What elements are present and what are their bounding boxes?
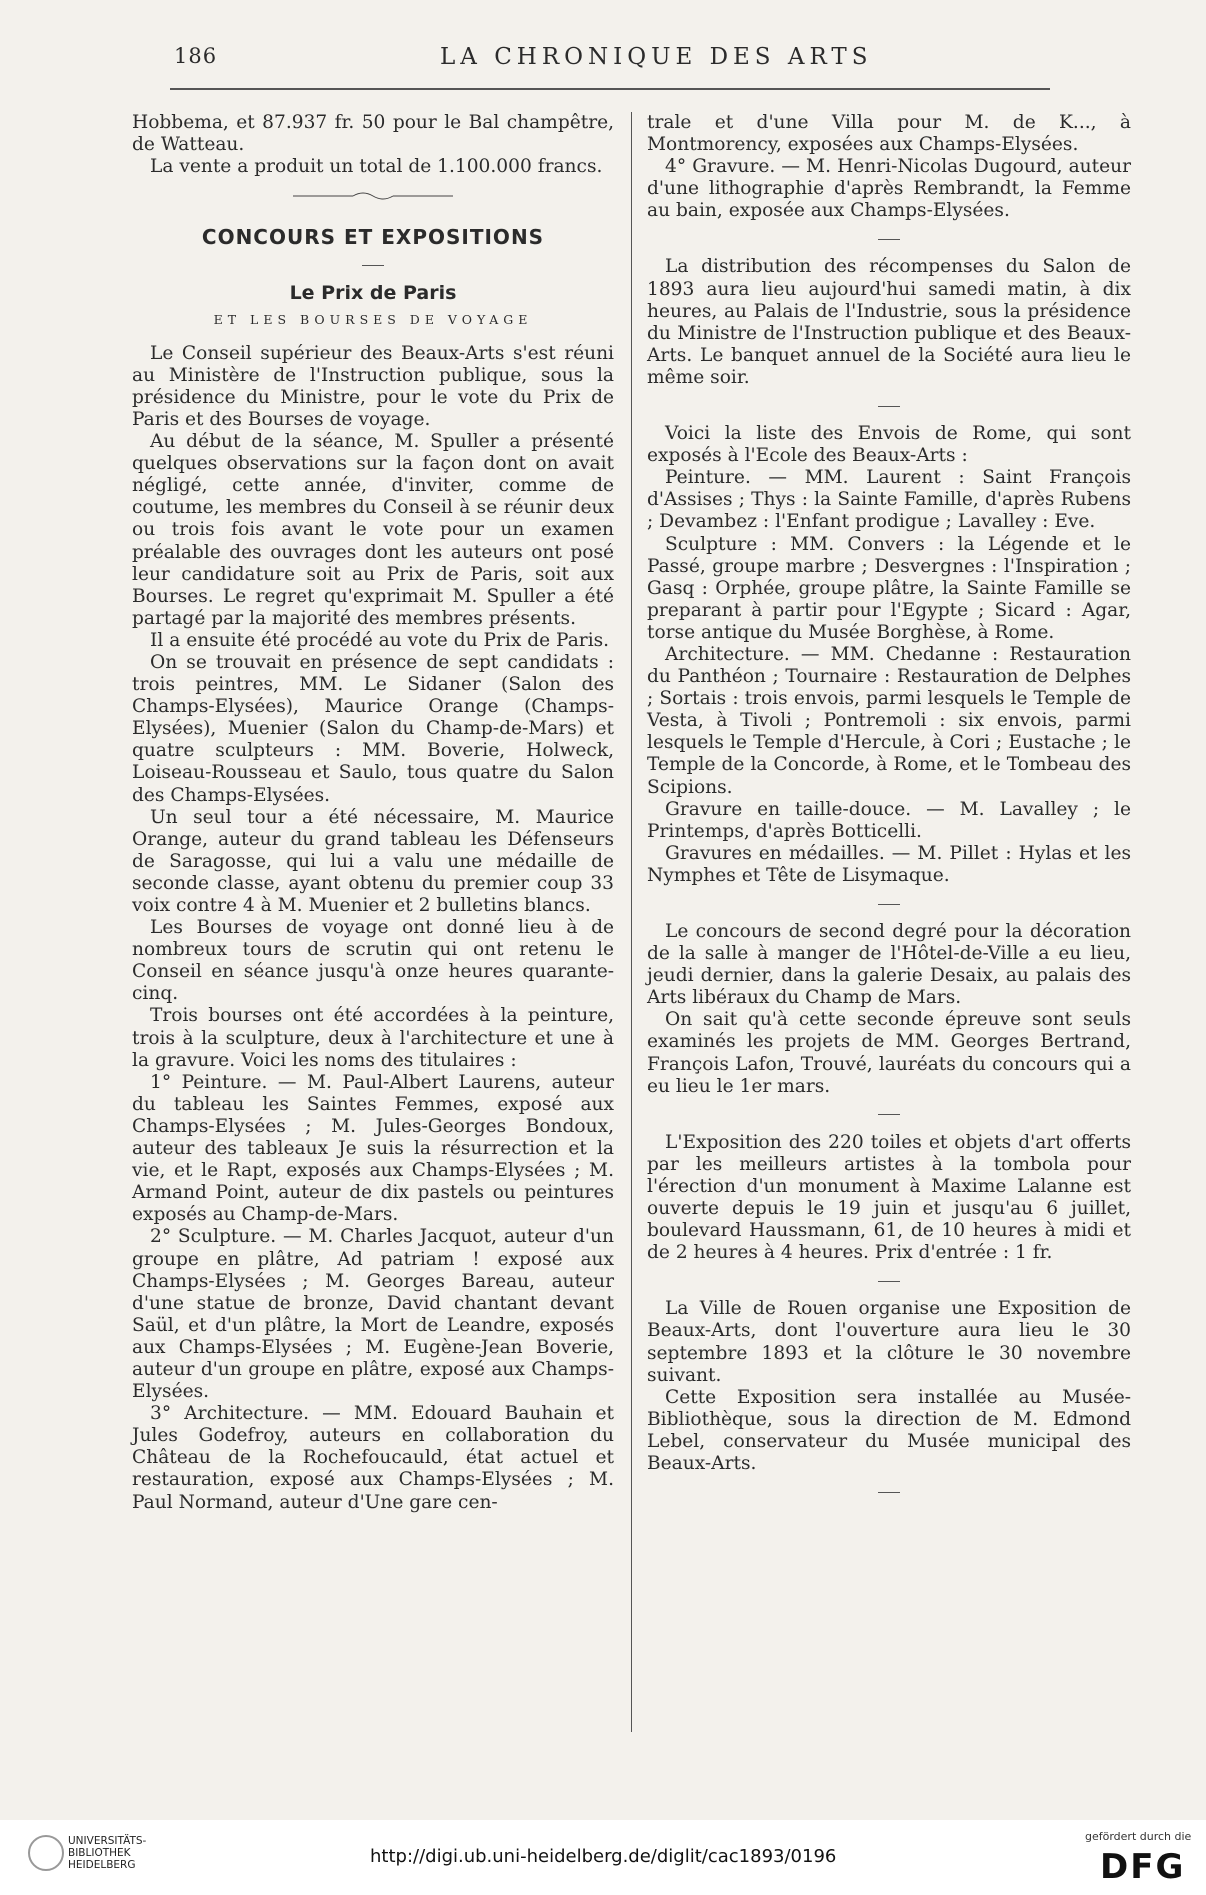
- article-subtitle: ET LES BOURSES DE VOYAGE: [213, 311, 533, 327]
- seal-icon: [28, 1835, 64, 1871]
- left-column: [132, 112, 614, 1514]
- university-library-logo: [28, 1835, 168, 1875]
- paragraph: On sait qu'à cette seconde épreuve sont seuls examinés les projets de MM. Georges Bertrand, François Lafon, Trouvé, lauréats du concours qui a eu lieu le 1er mars.: [647, 1009, 1131, 1097]
- paragraph: La vente a produit un total de 1.100.000 francs.: [150, 156, 603, 178]
- funding-note: gefördert durch die: [1085, 1830, 1192, 1843]
- paragraph: Architecture. — MM. Chedanne : Restauration du Panthéon ; Tournaire : Restauration de Delphes ; Sortais : trois envois, parmi lesquels le Temple de Vesta, à Tivoli ; Pontremoli : six envois, parmi lesquels le Temple d'Hercule, à Cori ; Eustache ; le Temple de la Concorde, à Rome, et le Tombeau des Scipions.: [647, 643, 1131, 798]
- paragraph: Sculpture : MM. Convers : la Légende et le Passé, groupe marbre ; Desvergnes : l'Inspiration ; Gasq : Orphée, groupe plâtre, la Sainte Famille se preparant à partir pour l'Egypte ; Sicard : Agar, torse antique du Musée Borghèse, à Rome.: [647, 533, 1131, 643]
- column-divider: [631, 112, 632, 1732]
- journal-title: LA CHRONIQUE DES ARTS: [440, 44, 873, 70]
- paragraph: Un seul tour a été nécessaire, M. Maurice Orange, auteur du grand tableau les Défenseurs de Saragosse, qui lui a valu une médaille de seconde classe, ayant obtenu du premier coup 33 voix contre 4 à M. Muenier et 2 bulletins blancs.: [132, 806, 614, 916]
- logo-text: [68, 1835, 146, 1871]
- paragraph: Le Conseil supérieur des Beaux-Arts s'est réuni au Ministère de l'Instruction publique, sous la présidence du Ministre, pour le vote du Prix de Paris et des Bourses de voyage.: [132, 342, 614, 430]
- section-title: CONCOURS ET EXPOSITIONS: [201, 225, 545, 250]
- ornament-divider: [132, 186, 614, 208]
- paragraph: Trois bourses ont été accordées à la peinture, trois à la sculpture, deux à l'architecture et une à la gravure. Voici les noms des titulaires :: [132, 1005, 614, 1071]
- paragraph: L'Exposition des 220 toiles et objets d'art offerts par les meilleurs artistes à la tombola pour l'érection d'un monument à Maxime Lalanne est ouverte depuis le 19 juin et jusqu'au 6 juillet, boulevard Haussmann, 61, de 10 heures à midi et de 2 heures à 4 heures. Prix d'entrée : 1 fr.: [647, 1131, 1131, 1264]
- paragraph: Cette Exposition sera installée au Musée-Bibliothèque, sous la direction de M. Edmond Lebel, conservateur du Musée municipal des Beaux-Arts.: [647, 1386, 1131, 1474]
- logo-line: HEIDELBERG: [68, 1859, 136, 1871]
- paragraph: 4° Gravure. — M. Henri-Nicolas Dugourd, auteur d'une lithographie d'après Rembrandt, la Femme au bain, exposée aux Champs-Elysées.: [647, 156, 1131, 222]
- logo-line: UNIVERSITÄTS-: [68, 1835, 147, 1847]
- paragraph: On se trouvait en présence de sept candidats : trois peintres, MM. Le Sidaner (Salon des Champs-Elysées), Maurice Orange (Champs-Elysées), Muenier (Salon du Champ-de-Mars) et quatre sculpteurs : MM. Boverie, Holweck, Loiseau-Rousseau et Saulo, tous quatre du Salon des Champs-Elysées.: [132, 651, 614, 806]
- permalink[interactable]: http://digi.ub.uni-heidelberg.de/diglit/cac1893/0196: [370, 1846, 837, 1867]
- paragraph: Il a ensuite été procédé au vote du Prix de Paris.: [150, 629, 610, 651]
- paragraph: 2° Sculpture. — M. Charles Jacquot, auteur d'un groupe en plâtre, Ad patriam ! exposé aux Champs-Elysées ; M. Georges Bareau, auteur d'une statue de bronze, David chantant devant Saül, et d'un plâtre, la Mort de Leandre, exposés aux Champs-Elysées ; M. Eugène-Jean Boverie, auteur d'un groupe en plâtre, exposé aux Champs-Elysées.: [132, 1226, 614, 1403]
- paragraph: Voici la liste des Envois de Rome, qui sont exposés à l'Ecole des Beaux-Arts :: [647, 423, 1131, 467]
- short-rule: [647, 897, 1131, 911]
- article-title: Le Prix de Paris: [289, 282, 457, 305]
- ornament-icon: [293, 190, 453, 202]
- dfg-logo: DFG: [1100, 1847, 1186, 1887]
- paragraph: La distribution des récompenses du Salon de 1893 aura lieu aujourd'hui samedi matin, à dix heures, au Palais de l'Industrie, sous la présidence du Ministre de l'Instruction publique et des Beaux-Arts. Le banquet annuel de la Société aura lieu le même soir.: [647, 256, 1131, 388]
- paragraph: 3° Architecture. — MM. Edouard Bauhain et Jules Godefroy, auteurs en collaboration du Château de la Rochefoucauld, état actuel et restauration, exposé aux Champs-Elysées ; M. Paul Normand, auteur d'Une gare cen-: [132, 1403, 614, 1513]
- header-rule: [170, 88, 1050, 90]
- paragraph: Gravure en taille-douce. — M. Lavalley ; le Printemps, d'après Botticelli.: [647, 798, 1131, 842]
- paragraph: Le concours de second degré pour la décoration de la salle à manger de l'Hôtel-de-Ville a eu lieu, jeudi dernier, dans la galerie Desaix, au palais des Arts libéraux du Champ de Mars.: [647, 921, 1131, 1009]
- paragraph: La Ville de Rouen organise une Exposition de Beaux-Arts, dont l'ouverture aura lieu le 30 septembre 1893 et la clôture le 30 novembre suivant.: [647, 1298, 1131, 1386]
- logo-line: BIBLIOTHEK: [68, 1847, 131, 1859]
- right-column: [647, 112, 1131, 1509]
- short-rule: [647, 1108, 1131, 1122]
- short-rule: [647, 1485, 1131, 1499]
- paragraph: Au début de la séance, M. Spuller a présenté quelques observations sur la façon dont on avait négligé, cette année, d'inviter, comme de coutume, les membres du Conseil à se réunir deux ou trois fois avant le vote pour un examen préalable des ouvrages dont les auteurs ont posé leur candidature soit au Prix de Paris, soit aux Bourses. Le regret qu'exprimait M. Spuller a été partagé par la majorité des membres présents.: [132, 431, 614, 629]
- short-rule: [647, 1274, 1131, 1288]
- running-head: [170, 44, 1070, 80]
- page-number: 186: [174, 44, 218, 68]
- paragraph: Hobbema, et 87.937 fr. 50 pour le Bal champêtre, de Watteau.: [132, 112, 614, 156]
- paragraph: Peinture. — MM. Laurent : Saint François d'Assises ; Thys : la Sainte Famille, d'après Rubens ; Devambez : l'Enfant prodigue ; Lavalley : Eve.: [647, 467, 1131, 533]
- paragraph: trale et d'une Villa pour M. de K..., à Montmorency, exposées aux Champs-Elysées.: [647, 112, 1131, 156]
- paragraph: 1° Peinture. — M. Paul-Albert Laurens, auteur du tableau les Saintes Femmes, exposé aux Champs-Elysées ; M. Jules-Georges Bondoux, auteur des tableaux Je suis la résurrection et la vie, et le Rapt, exposés aux Champs-Elysées ; M. Armand Point, auteur de dix pastels ou peintures exposés au Champ-de-Mars.: [132, 1071, 614, 1226]
- paragraph: Gravures en médailles. — M. Pillet : Hylas et les Nymphes et Tête de Lisymaque.: [647, 842, 1131, 886]
- paragraph: Les Bourses de voyage ont donné lieu à de nombreux tours de scrutin qui ont retenu le Conseil en séance jusqu'à onze heures quarante-cinq.: [132, 917, 614, 1005]
- short-rule: [647, 399, 1131, 413]
- short-rule: [647, 232, 1131, 246]
- short-rule: [132, 258, 614, 272]
